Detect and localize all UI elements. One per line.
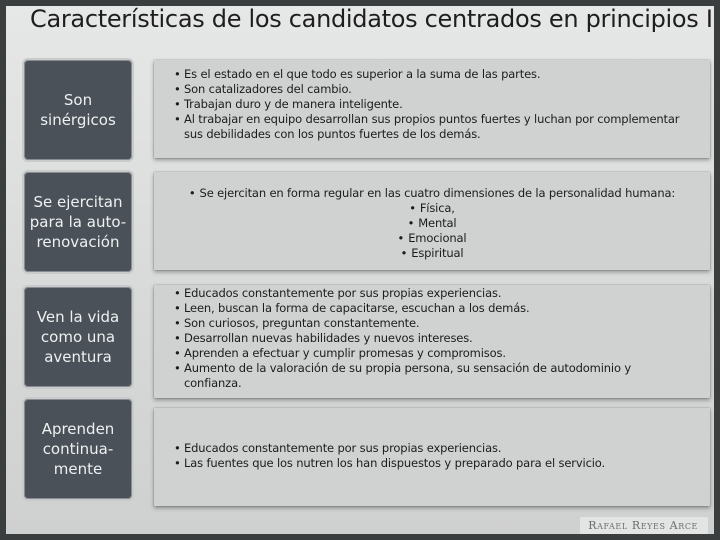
category-box-row-4 (22, 397, 134, 501)
author-footer: Rafael Reyes Arce (580, 517, 708, 534)
list-item: • Educados constantemente por sus propias experiencias. (174, 441, 684, 456)
list-item: • Desarrollan nuevas habilidades y nuevos intereses. (174, 331, 684, 346)
list-item: • Al trabajar en equipo desarrollan sus propios puntos fuertes y luchan por complementar sus debilidades con los puntos fuertes de los demás. (174, 112, 684, 142)
list-item: • Espiritual (160, 246, 704, 261)
category-label: Se ejercitan para la auto-renovación (29, 193, 127, 251)
list-item: • Son curiosos, preguntan constantemente. (174, 316, 684, 331)
category-label: Son sinérgicos (40, 91, 116, 129)
list-item: • Aprenden a efectuar y cumplir promesas y compromisos. (174, 346, 684, 361)
item-list-row-2 (160, 186, 704, 261)
list-item: • Se ejercitan en forma regular en las cuatro dimensiones de la personalidad humana: (160, 186, 704, 201)
list-item: • Educados constantemente por sus propias experiencias. (174, 286, 684, 301)
category-box-row-2 (22, 170, 134, 274)
slide-title: Características de los candidatos centrados en principios I (30, 5, 713, 33)
list-item: • Física, (160, 201, 704, 216)
category-box-row-1 (22, 58, 134, 162)
list-item: • Mental (160, 216, 704, 231)
list-item: • Emocional (160, 231, 704, 246)
category-label: Ven la vida como una aventura (36, 308, 120, 366)
category-label: Aprenden continua-mente (41, 420, 115, 478)
list-item: • Es el estado en el que todo es superior a la suma de las partes. (174, 67, 684, 82)
list-item: • Trabajan duro y de manera inteligente. (174, 97, 684, 112)
item-list-row-4 (174, 441, 684, 471)
item-list-row-1 (174, 67, 684, 142)
list-item: • Aumento de la valoración de su propia persona, su sensación de autodominio y confianza. (174, 361, 684, 391)
list-item: • Las fuentes que los nutren los han dispuestos y preparado para el servicio. (174, 456, 684, 471)
category-box-row-3 (22, 285, 134, 389)
item-list-row-3 (174, 286, 684, 391)
list-item: • Leen, buscan la forma de capacitarse, escuchan a los demás. (174, 301, 684, 316)
list-item: • Son catalizadores del cambio. (174, 82, 684, 97)
